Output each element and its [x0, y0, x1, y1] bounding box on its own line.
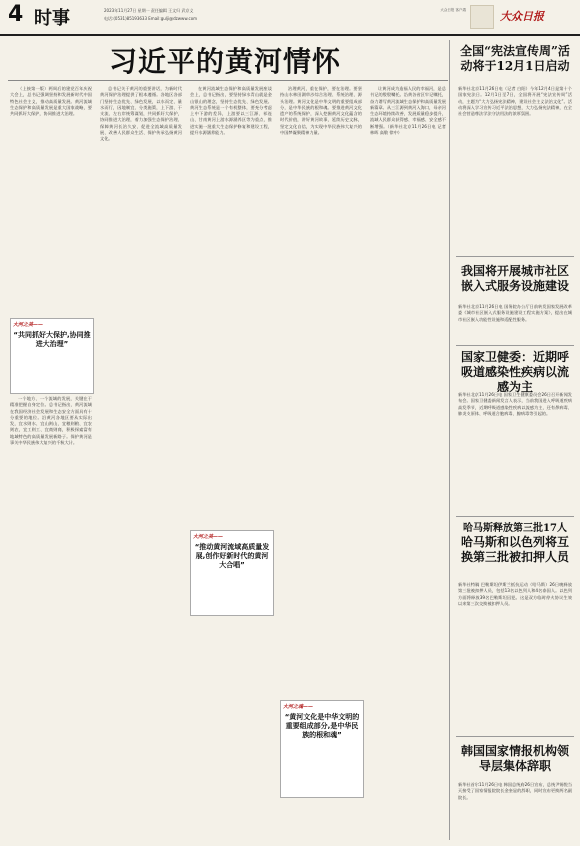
sidebar-quote-3	[280, 700, 364, 798]
article-column-4: 治理黄河，重在保护，要在治理。要坚持山水林田湖草沙综合治理、系统治理、源头治理。黄河文化是中华文明的重要组成部分，是中华民族的根和魂。要推进黄河文化遗产的系统保护，深入挖掘黄河文化蕴含的时代价值，讲好黄河故事，延续历史文脉，坚定文化自信，为实现中华民族伟大复兴的中国梦凝聚精神力量。	[280, 86, 362, 136]
page-number: 4	[8, 2, 24, 27]
article-column-2: 总书记关于黄河的重要讲话，为新时代黄河保护治理提供了根本遵循。各地区各部门坚持生态优先、绿色发展，以水而定、量水而行，因地制宜、分类施策，上下游、干支流、左右岸统筹谋划，共同抓好大保护，协同推进大治理，着力加强生态保护治理、保障黄河长治久安、促进全流域高质量发展、改善人民群众生活、保护传承弘扬黄河文化。	[100, 86, 182, 142]
article-title: 习近平的黄河情怀	[108, 45, 341, 78]
edition-info: 2023年11月27日 星期一 责任编辑 王文归 武京义	[104, 8, 194, 13]
sidebar-title: “黄河文化是中华文明的重要组成部分,是中华民族的根和魂”	[284, 713, 360, 739]
news-title-community-services: 我国将开展城市社区嵌入式服务设施建设	[460, 264, 569, 293]
sidebar-title: “推动黄河流域高质量发展,创作好新时代的黄河大合唱”	[194, 543, 270, 569]
news-body-community-services: 新华社北京11月26日电 国务院办公厅日前转发国家发展改革委《城市社区嵌入式服务设施建设工程实施方案》，提出在城市社区嵌入功能性设施和适配性服务。	[458, 304, 572, 322]
title-rule	[8, 80, 448, 81]
sidebar-tag: 大河之魂——	[283, 704, 314, 710]
section-name: 时事	[34, 8, 70, 29]
article-column-1: （上接第一版）两周后的建党百年庆祝大会上，总书记强调坚持和发展新时代中国特色社会主义，推动高质量发展。黄河流域生态保护和高质量发展是重大国家战略，要共同抓好大保护，协同推进大治理。	[10, 86, 92, 117]
header-rule	[0, 34, 580, 36]
qr-code-icon[interactable]	[470, 5, 494, 29]
page-header	[0, 0, 580, 36]
news-headline: 哈马斯和以色列将互换第三批被扣押人员	[460, 535, 569, 564]
news-kicker: 哈马斯释放第三批17人	[463, 523, 567, 534]
article-column-1b: 一个地方、一个流域的发展，关键在于精准把握自身定位。总书记指出，黄河流域在我国经济社会发展和生态安全方面具有十分重要的地位。沿黄河各地区要从实际出发，宜水则水、宜山则山，宜粮则粮、宜农则农，宜工则工、宜商则商，积极探索富有地域特色的高质量发展新路子。保护黄河是事关中华民族伟大复兴的千秋大计。	[10, 396, 92, 446]
column-divider	[449, 40, 450, 840]
sidebar-quote-2	[190, 530, 274, 616]
news-divider	[456, 736, 574, 737]
sidebar-tag: 大河之美——	[193, 534, 224, 540]
news-divider	[456, 345, 574, 346]
news-divider	[456, 516, 574, 517]
news-body-constitution-week: 新华社北京11月26日电（记者 白阳）今年12月4日是第十个国家宪法日。12月1日至7日，全国将开展“宪法宣传周”活动，主题为“大力弘扬宪法精神，建设社会主义法治文化”。活动将深入学习宣传习近平法治思想，大力弘扬宪法精神，在全社会营造尊法学法守法用法的浓厚氛围。	[458, 86, 572, 117]
contact-info: 电话:(0531)85193633 Email:gulji@dzwww.com	[104, 16, 198, 21]
news-title-constitution-week: 全国“宪法宣传周”活动将于12月1日启动	[460, 44, 570, 73]
sidebar-tag: 大河之美——	[13, 322, 44, 328]
newspaper-logo: 大众日报	[500, 10, 544, 23]
news-title-health-commission: 国家卫健委：近期呼吸道感染性疾病以流感为主	[460, 350, 569, 394]
qr-label: 大众日报 客户端	[440, 8, 466, 12]
news-body-health-commission: 新华社北京11月26日电 国家卫生健康委员会26日召开新闻发布会。国家卫健委新闻发言人表示，当前我国进入呼吸道疾病高发季节，近期呼吸道感染性疾病以流感为主，还有鼻病毒、肺炎支原体、呼吸道合胞病毒、腺病毒等引起的。	[458, 392, 572, 416]
article-column-5: 让黄河成为造福人民的幸福河，是总书记的殷殷嘱托。沿黄各省区牢记嘱托，奋力谱写黄河流域生态保护和高质量发展新篇章。从三江源到黄河入海口，母亲河生态环境持续改善，发展质量稳步提升，流域人民群众获得感、幸福感、安全感不断增强。（新华社北京11月26日电 记者 林晖 高敬 徐中）	[370, 86, 446, 136]
news-body-hamas-release: 新华社特稿 巴勒斯坦伊斯兰抵抗运动（哈马斯）26日晚释放第三批被扣押人员，包括13名以色列人和4名泰国人。以色列方面将释放39名巴勒斯坦囚犯。这是双方临时停火协议生效以来第三次交换被扣押人员。	[458, 582, 572, 606]
article-column-3: 在黄河流域生态保护和高质量发展座谈会上，总书记指出，要坚持绿水青山就是金山银山的理念，坚持生态优先、绿色发展。黄河生态系统是一个有机整体，要充分考虑上中下游的差异，上游要以三江源、祁连山、甘南黄河上游水源涵养区等为重点，推进实施一批重大生态保护修复和建设工程，提升水源涵养能力。	[190, 86, 272, 136]
news-divider	[456, 256, 574, 257]
news-title-hamas-release	[458, 522, 572, 565]
news-title-korea-intelligence: 韩国国家情报机构领导层集体辞职	[460, 744, 569, 773]
sidebar-title: “共同抓好大保护,协同推进大治理”	[13, 331, 91, 348]
sidebar-quote-1	[10, 318, 94, 394]
news-body-korea-intelligence: 新华社首尔11月26日电 韩国总统府26日宣布，总统尹锡悦当天接受了国家情报院院长金奎显的辞职，同时宣布更换两名副院长。	[458, 782, 572, 800]
